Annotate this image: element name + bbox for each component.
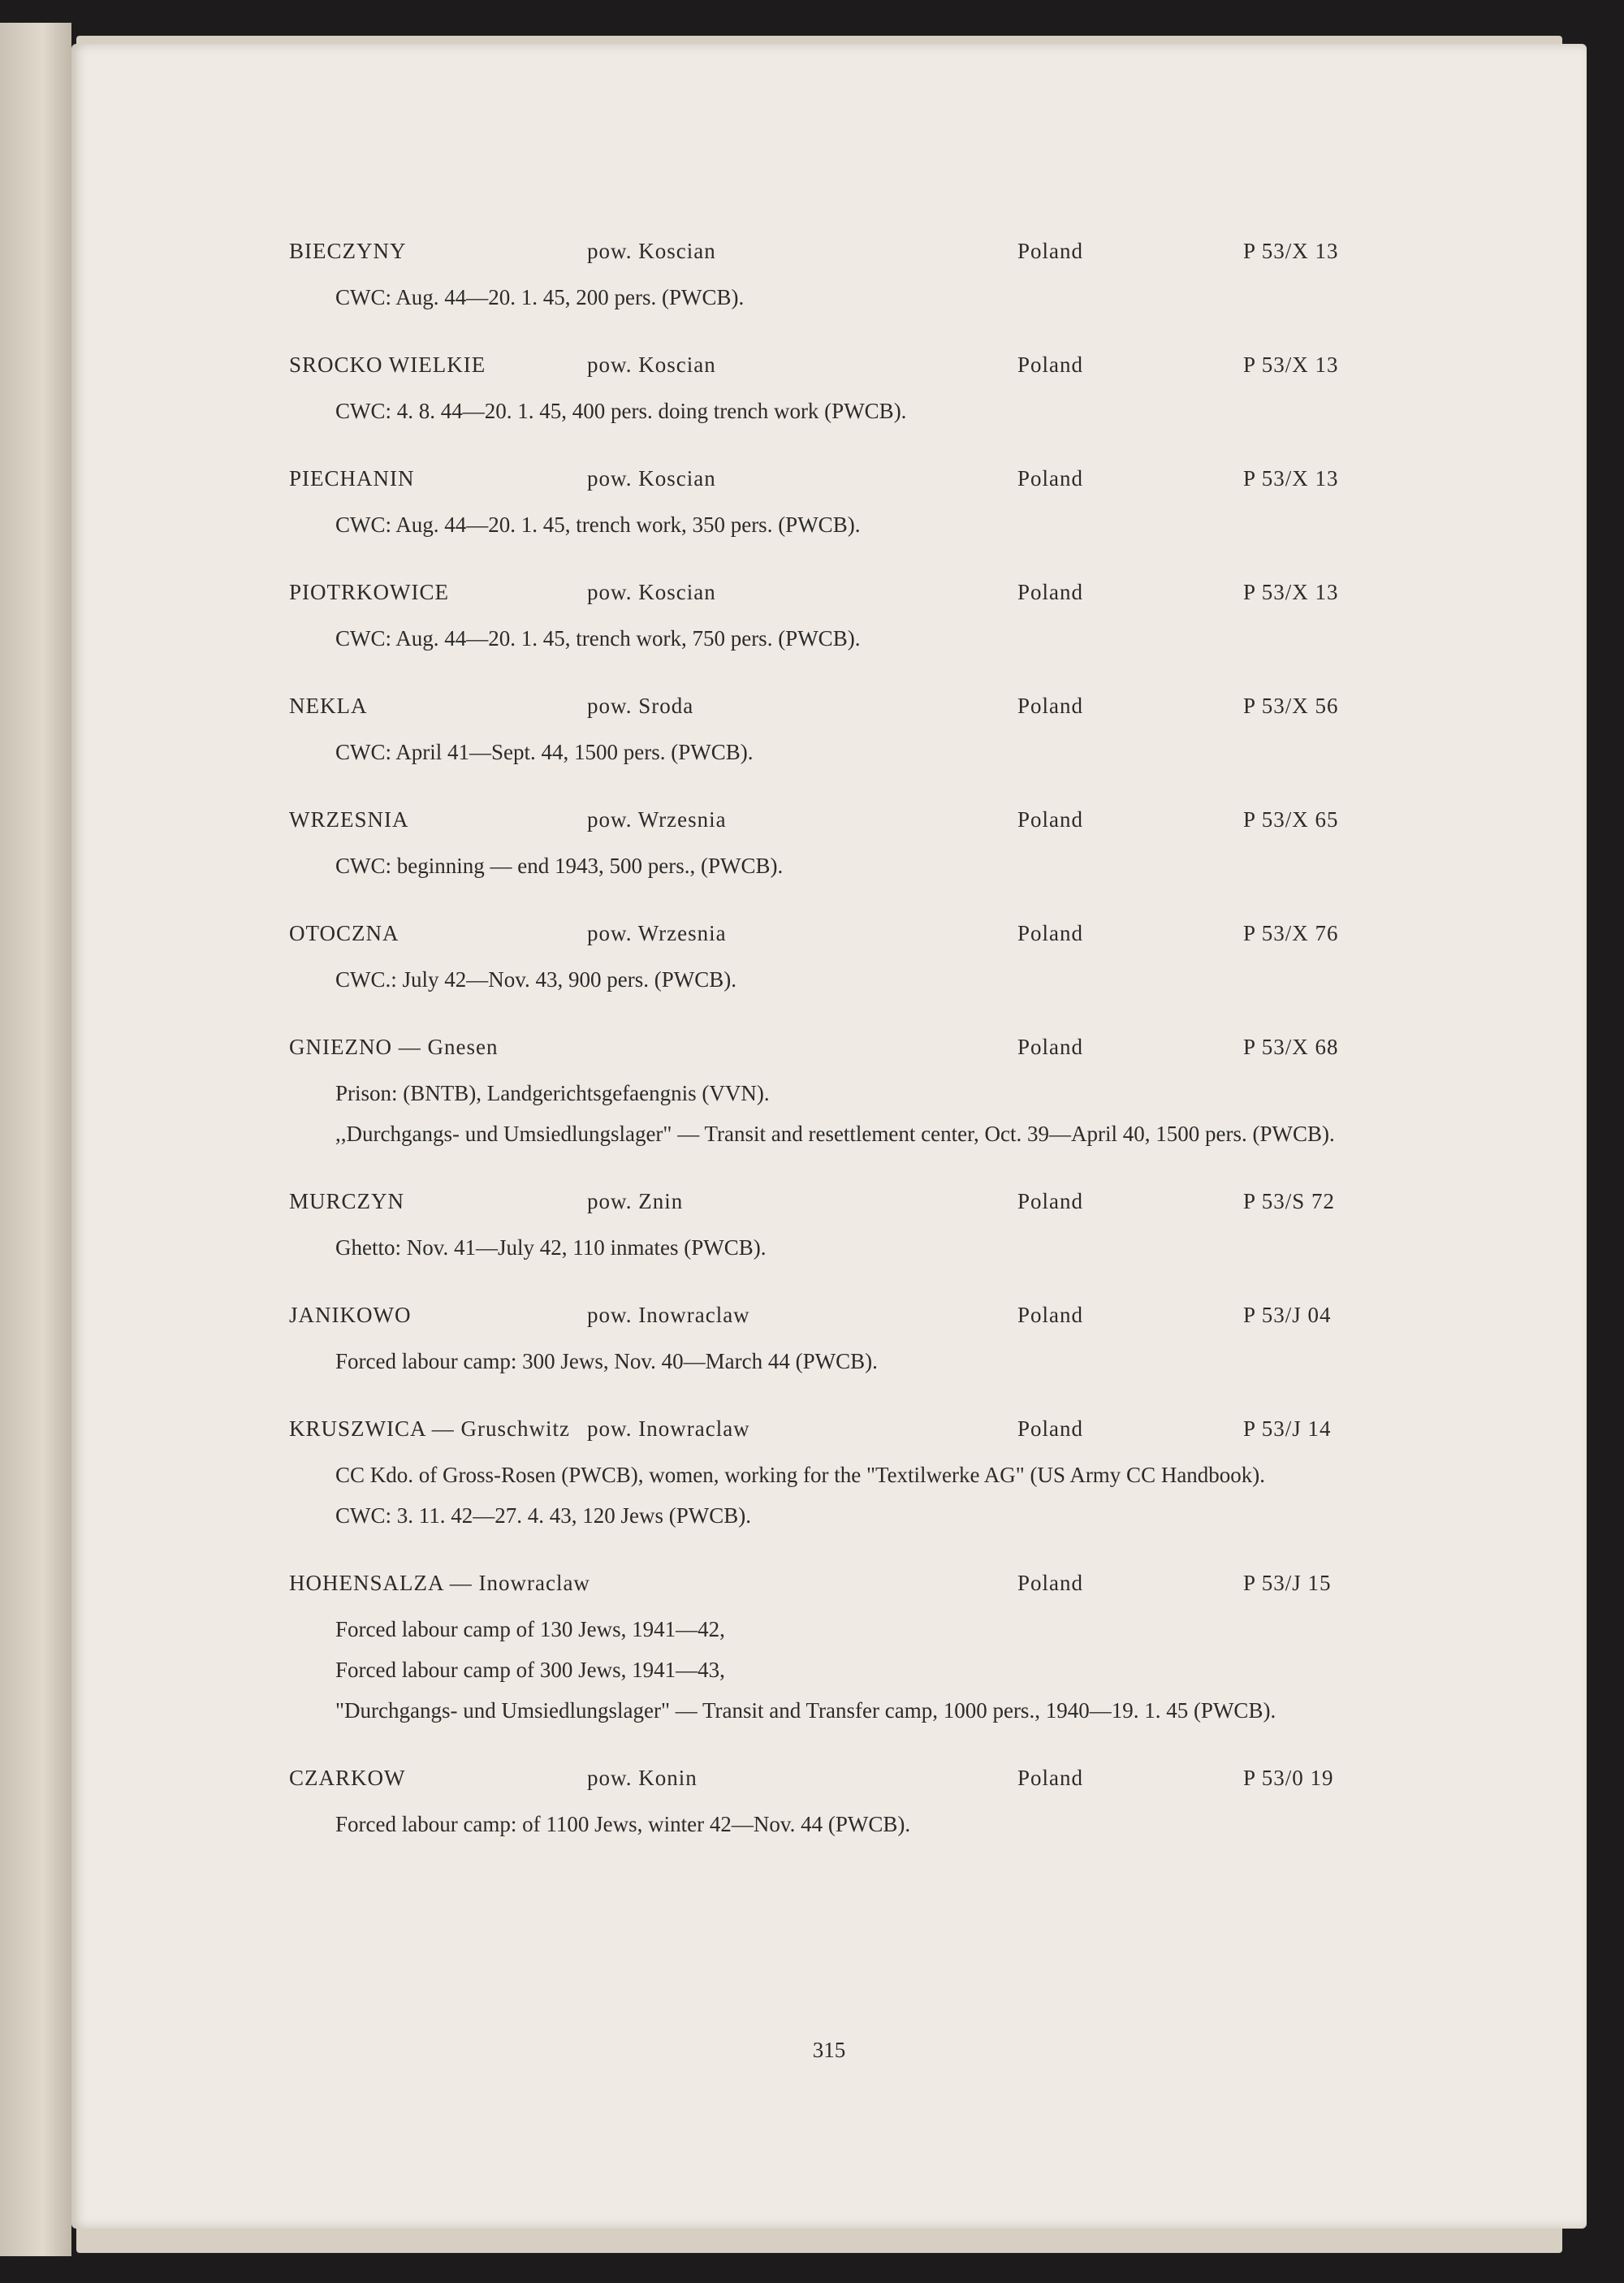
district: pow. Koscian [587,239,716,263]
entry-details [283,965,1509,994]
reference-code: P 53/X 13 [1243,580,1339,604]
place-name: NEKLA [289,694,368,718]
entry-header [283,1303,1509,1335]
country: Poland [1017,1035,1084,1059]
reference-code: P 53/J 04 [1243,1303,1332,1327]
entry-details [283,1460,1509,1530]
reference-code: P 53/X 56 [1243,694,1339,718]
reference-code: P 53/X 13 [1243,239,1339,263]
reference-code: P 53/X 13 [1243,352,1339,377]
place-name: GNIEZNO — Gnesen [289,1035,499,1059]
district: pow. Koscian [587,352,716,377]
country: Poland [1017,807,1084,832]
country: Poland [1017,580,1084,604]
reference-code: P 53/X 68 [1243,1035,1339,1059]
detail-line: Forced labour camp: 300 Jews, Nov. 40—March 44 (PWCB). [335,1349,878,1373]
page-number: 315 [812,2038,846,2062]
district: pow. Znin [587,1189,684,1213]
detail-line: CWC: Aug. 44—20. 1. 45, trench work, 350 pers. (PWCB). [335,512,861,537]
district: pow. Koscian [587,466,716,491]
entry-header [283,807,1509,840]
detail-line: Forced labour camp of 300 Jews, 1941—43, [335,1658,725,1682]
district: pow. Wrzesnia [587,921,727,945]
camp-entry [283,1303,1509,1376]
detail-line: CWC: beginning — end 1943, 500 pers., (PWCB). [335,854,784,878]
reference-code: P 53/S 72 [1243,1189,1336,1213]
camp-entry [283,807,1509,880]
country: Poland [1017,921,1084,945]
detail-line: ,,Durchgangs- und Umsiedlungslager" — Transit and resettlement center, Oct. 39—April 40, 1500 pers. (PWCB). [335,1122,1335,1146]
entry-header [283,694,1509,726]
country: Poland [1017,239,1084,263]
country: Poland [1017,466,1084,491]
entry-details [283,624,1509,653]
camp-entry [283,239,1509,312]
reference-code: P 53/X 65 [1243,807,1339,832]
entry-header [283,352,1509,385]
country: Poland [1017,1303,1084,1327]
place-name: HOHENSALZA — Inowraclaw [289,1571,590,1595]
reference-code: P 53/X 76 [1243,921,1339,945]
camp-entry [283,1416,1509,1530]
entry-header [283,1189,1509,1221]
country: Poland [1017,1766,1084,1790]
place-name: BIECZYNY [289,239,407,263]
entry-details [283,1233,1509,1262]
reference-code: P 53/J 14 [1243,1416,1332,1441]
place-name: JANIKOWO [289,1303,412,1327]
entry-header [283,580,1509,612]
entry-details [283,1810,1509,1839]
detail-line: CWC: Aug. 44—20. 1. 45, 200 pers. (PWCB). [335,285,745,309]
detail-line: CC Kdo. of Gross-Rosen (PWCB), women, working for the "Textilwerke AG" (US Army CC Handbook). [335,1463,1266,1487]
country: Poland [1017,1416,1084,1441]
place-name: KRUSZWICA — Gruschwitz [289,1416,570,1441]
detail-line: "Durchgangs- und Umsiedlungslager" — Transit and Transfer camp, 1000 pers., 1940—19. 1. 45 (PWCB). [335,1698,1276,1723]
entry-details [283,396,1509,426]
entry-header [283,466,1509,499]
district: pow. Sroda [587,694,694,718]
district: pow. Koscian [587,580,716,604]
reference-code: P 53/J 15 [1243,1571,1332,1595]
camp-entry [283,921,1509,994]
camp-entry [283,352,1509,426]
entry-header [283,239,1509,271]
country: Poland [1017,352,1084,377]
district: pow. Konin [587,1766,698,1790]
entry-details [283,1079,1509,1148]
detail-line: CWC.: July 42—Nov. 43, 900 pers. (PWCB). [335,967,736,992]
entry-header [283,1416,1509,1449]
place-name: PIOTRKOWICE [289,580,449,604]
entry-header [283,921,1509,953]
place-name: WRZESNIA [289,807,409,832]
country: Poland [1017,694,1084,718]
facing-page-edge [0,23,71,2256]
detail-line: CWC: Aug. 44—20. 1. 45, trench work, 750 pers. (PWCB). [335,626,861,651]
place-name: CZARKOW [289,1766,406,1790]
reference-code: P 53/X 13 [1243,466,1339,491]
detail-line: CWC: 3. 11. 42—27. 4. 43, 120 Jews (PWCB). [335,1503,751,1528]
place-name: SROCKO WIELKIE [289,352,486,377]
country: Poland [1017,1189,1084,1213]
detail-line: Forced labour camp: of 1100 Jews, winter 42—Nov. 44 (PWCB). [335,1812,911,1836]
entry-details [283,283,1509,312]
entry-details [283,851,1509,880]
camp-entry [283,694,1509,767]
detail-line: Ghetto: Nov. 41—July 42, 110 inmates (PWCB). [335,1235,767,1260]
place-name: MURCZYN [289,1189,405,1213]
district: pow. Wrzesnia [587,807,727,832]
reference-code: P 53/0 19 [1243,1766,1334,1790]
detail-line: CWC: 4. 8. 44—20. 1. 45, 400 pers. doing trench work (PWCB). [335,399,907,423]
entry-details [283,1615,1509,1725]
entry-details [283,510,1509,539]
camp-entry [283,1571,1509,1725]
detail-line: Forced labour camp of 130 Jews, 1941—42, [335,1617,725,1641]
entry-details [283,737,1509,767]
camp-entry [283,466,1509,539]
district: pow. Inowraclaw [587,1303,750,1327]
entry-header [283,1035,1509,1067]
entry-header [283,1571,1509,1603]
place-name: PIECHANIN [289,466,415,491]
entry-details [283,1347,1509,1376]
detail-line: Prison: (BNTB), Landgerichtsgefaengnis (VVN). [335,1081,770,1105]
camp-entry [283,1189,1509,1262]
district: pow. Inowraclaw [587,1416,750,1441]
entry-header [283,1766,1509,1798]
camp-entry [283,1035,1509,1148]
camp-entry [283,1766,1509,1839]
book-page [71,44,1587,2229]
entry-list [283,239,1509,1879]
country: Poland [1017,1571,1084,1595]
place-name: OTOCZNA [289,921,400,945]
detail-line: CWC: April 41—Sept. 44, 1500 pers. (PWCB). [335,740,754,764]
camp-entry [283,580,1509,653]
